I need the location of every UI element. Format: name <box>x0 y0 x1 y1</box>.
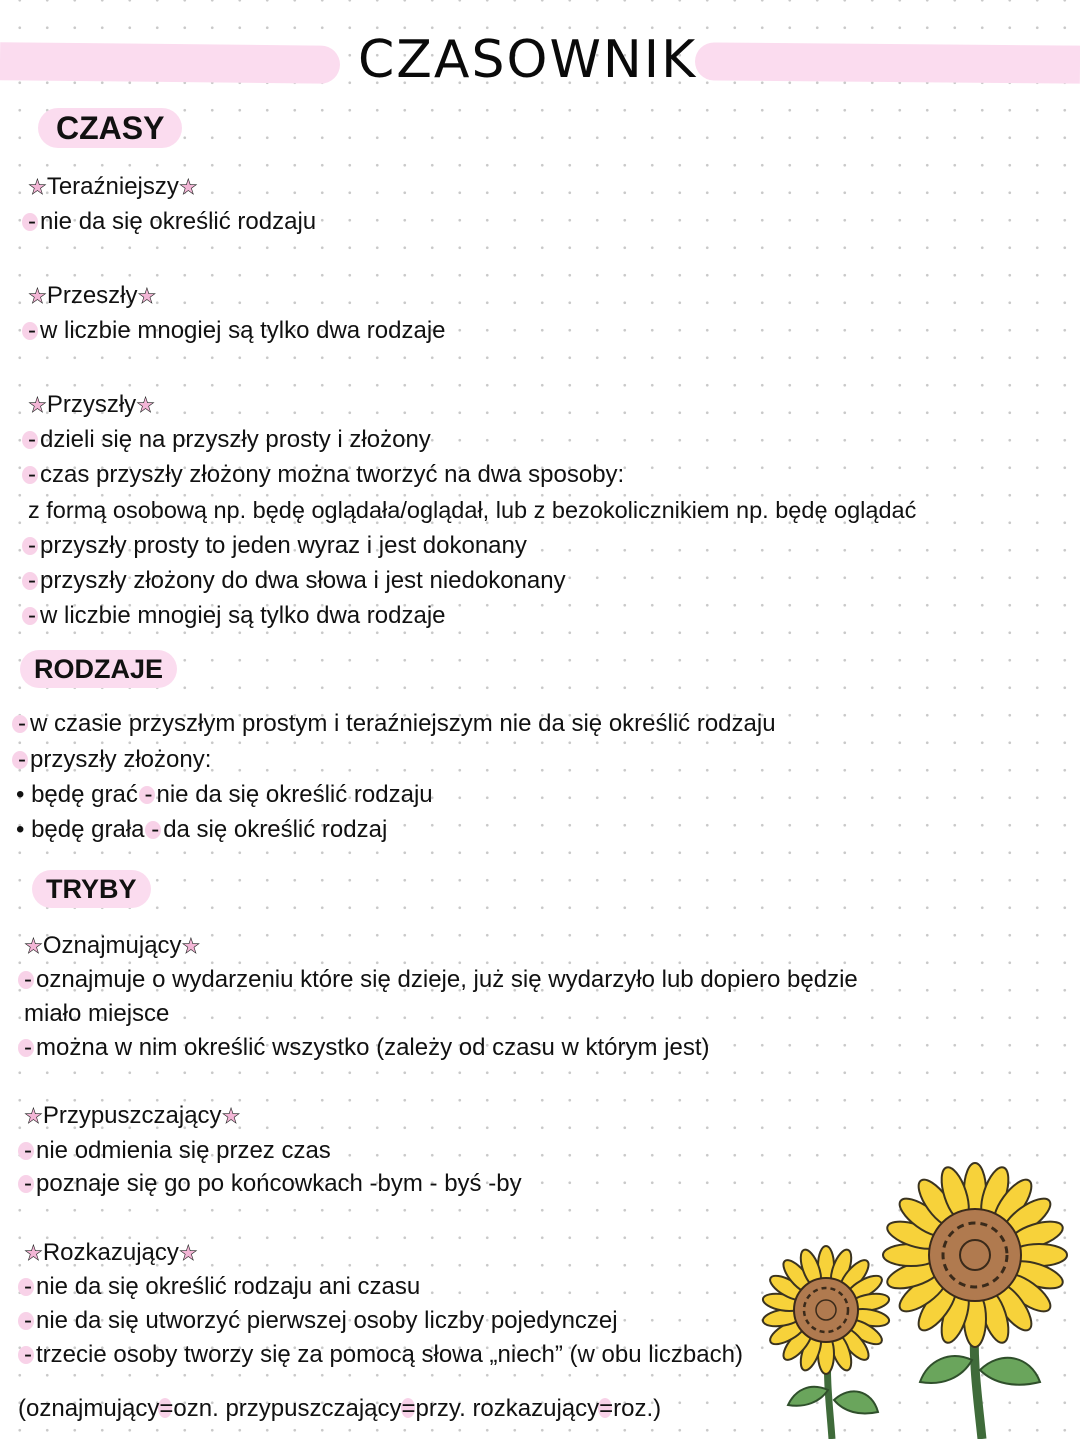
list-item: - nie odmienia się przez czas <box>24 1137 331 1164</box>
star-icon: ★ <box>178 176 198 199</box>
star-icon: ★ <box>181 935 201 958</box>
title-highlight-left <box>0 42 340 84</box>
dash-marker: - <box>28 567 36 594</box>
list-item: - przyszły złożony do dwa słowa i jest niedokonany <box>28 567 566 594</box>
list-item-continuation: z formą osobową np. będę oglądała/oglądał, lub z bezokolicznikiem np. będę oglądać <box>28 497 917 523</box>
list-item: - nie da się określić rodzaju <box>28 208 317 235</box>
subheading-przeszly: ★Przeszły★ <box>28 282 157 309</box>
list-item: - oznajmuje o wydarzeniu które się dzieje, już się wydarzyło lub dopiero będzie <box>24 966 858 993</box>
star-icon: ★ <box>221 1105 241 1128</box>
dash-marker: - <box>28 602 36 629</box>
dash-marker: - <box>24 1034 32 1061</box>
section-heading-czasy: CZASY <box>38 108 182 148</box>
list-item: - można w nim określić wszystko (zależy od czasu w którym jest) <box>24 1034 710 1061</box>
star-icon: ★ <box>28 176 47 199</box>
subheading-przypuszczajacy: ★Przypuszczający★ <box>24 1102 241 1129</box>
dash-marker: - <box>24 1273 32 1300</box>
dash-marker: - <box>18 710 26 737</box>
star-icon: ★ <box>136 394 155 417</box>
dash-marker: - <box>24 1341 32 1368</box>
dash-marker: - <box>24 1307 32 1334</box>
dash-marker: - <box>151 816 160 843</box>
subheading-oznajmujacy: ★Oznajmujący★ <box>24 932 201 959</box>
dash-marker: - <box>24 1170 32 1197</box>
list-item: - trzecie osoby tworzy się za pomocą słowa „niech” (w obu liczbach) <box>24 1341 743 1368</box>
list-item: - w liczbie mnogiej są tylko dwa rodzaje <box>28 602 446 629</box>
star-icon: ★ <box>137 285 157 308</box>
abbreviation-note: (oznajmujący=ozn. przypuszczający=przy. rozkazujący=roz.) <box>18 1395 662 1422</box>
section-heading-tryby: TRYBY <box>32 870 151 908</box>
title-highlight-right <box>695 42 1080 83</box>
list-item: - poznaje się go po końcowkach -bym - byś -by <box>24 1170 522 1197</box>
bullet-marker: • <box>16 816 25 843</box>
equals-marker: = <box>599 1395 614 1422</box>
star-icon: ★ <box>28 285 47 308</box>
large-sunflower-icon <box>883 1163 1067 1439</box>
bullet-item: • będę grała - da się określić rodzaj <box>16 816 388 843</box>
dash-marker: - <box>28 461 36 488</box>
dash-marker: - <box>144 781 153 808</box>
bullet-marker: • <box>16 781 25 808</box>
dash-marker: - <box>28 426 36 453</box>
star-icon: ★ <box>24 1242 43 1265</box>
list-item: - dzieli się na przyszły prosty i złożony <box>28 426 431 453</box>
sunflowers-illustration <box>760 1150 1080 1439</box>
subheading-przyszly: ★Przyszły★ <box>28 391 155 418</box>
dash-marker: - <box>28 532 36 559</box>
page-title: CZASOWNIK <box>358 30 698 90</box>
small-sunflower-icon <box>762 1246 891 1439</box>
star-icon: ★ <box>24 1105 43 1128</box>
list-item: - nie da się utworzyć pierwszej osoby liczby pojedynczej <box>24 1307 618 1334</box>
dash-marker: - <box>28 317 36 344</box>
subheading-terazniejszy: ★Teraźniejszy★ <box>28 173 198 200</box>
star-icon: ★ <box>24 935 43 958</box>
list-item: - w liczbie mnogiej są tylko dwa rodzaje <box>28 317 446 344</box>
list-item: - czas przyszły złożony można tworzyć na dwa sposoby: <box>28 461 625 488</box>
star-icon: ★ <box>178 1242 198 1265</box>
section-heading-rodzaje: RODZAJE <box>20 650 177 688</box>
equals-marker: = <box>159 1395 174 1422</box>
star-icon: ★ <box>28 394 47 417</box>
equals-marker: = <box>401 1395 416 1422</box>
list-item: - w czasie przyszłym prostym i teraźniejszym nie da się określić rodzaju <box>18 710 776 737</box>
list-item-continuation: miało miejsce <box>24 1000 170 1027</box>
dash-marker: - <box>24 966 32 993</box>
list-item: - przyszły prosty to jeden wyraz i jest dokonany <box>28 532 527 559</box>
list-item: - przyszły złożony: <box>18 746 212 773</box>
dash-marker: - <box>24 1137 32 1164</box>
list-item: - nie da się określić rodzaju ani czasu <box>24 1273 421 1300</box>
dash-marker: - <box>18 746 26 773</box>
dash-marker: - <box>28 208 36 235</box>
bullet-item: • będę grać - nie da się określić rodzaju <box>16 781 433 808</box>
subheading-rozkazujacy: ★Rozkazujący★ <box>24 1239 198 1266</box>
